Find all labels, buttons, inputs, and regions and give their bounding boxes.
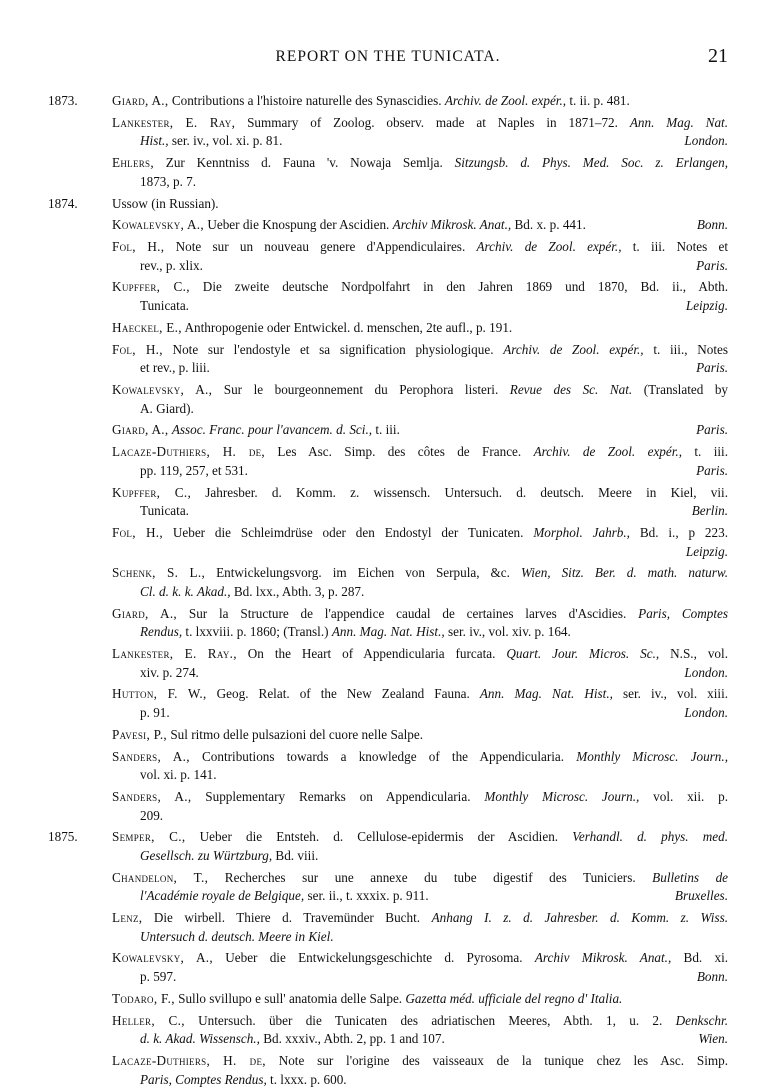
entry-body <box>112 341 728 378</box>
entry-author: Fol, H., <box>112 341 163 357</box>
entry-line <box>112 766 728 785</box>
entry-journal: Gazetta méd. ufficiale del regno d' Italia. <box>405 990 623 1006</box>
entry-line-left <box>112 216 586 235</box>
entry-body <box>112 909 728 946</box>
entry-journal: d. k. Akad. Wissensch., <box>140 1031 260 1047</box>
entry-reference: vol. xii. p. <box>653 788 729 804</box>
entry-place: London. <box>684 664 728 680</box>
entry-body <box>112 443 728 480</box>
entry-journal: Hist., <box>140 133 169 149</box>
entry-author: Kupffer, C., <box>112 279 190 295</box>
entry-reference: ser. ii., t. xxxix. p. 911. <box>307 888 429 904</box>
entry-line <box>112 726 728 745</box>
entry-author: Chandelon, T., <box>112 869 209 885</box>
entry-reference: vol. xi. p. 141. <box>140 767 217 783</box>
entry-author: Lankester, E. Ray, <box>112 114 236 130</box>
page-number: 21 <box>708 45 728 67</box>
entry-title: Ueber die Entwickelungsgeschichte d. Pyrosoma. <box>225 950 523 966</box>
entry-line-left <box>140 767 217 782</box>
entry-line-left <box>140 1072 347 1087</box>
entry-author: Haeckel, E., <box>112 319 182 335</box>
entry-line <box>112 92 728 111</box>
entry-author: Lacaze-Duthiers, H. de, <box>112 1052 266 1068</box>
entry-line <box>112 807 728 826</box>
entry-body <box>112 154 728 191</box>
entry-body <box>112 238 728 275</box>
entry-author: Giard, A., <box>112 93 169 108</box>
entry-author: Kupffer, C., <box>112 484 192 500</box>
entry-line-left <box>140 132 282 151</box>
entry-line <box>112 685 728 704</box>
entry-title: Les Asc. Simp. des côtes de France. <box>277 444 522 460</box>
entry-journal: Archiv. de Zool. expér., <box>503 341 644 357</box>
entry-line <box>112 257 728 276</box>
entry-line <box>112 664 728 683</box>
bibliography-entry <box>0 909 776 946</box>
entry-title: Ussow (in Russian). <box>112 195 219 211</box>
entry-body <box>112 381 728 418</box>
bibliography-entry <box>0 92 776 111</box>
entry-author: Giard, A., <box>112 422 169 438</box>
entry-body <box>112 869 728 906</box>
entry-body <box>112 92 728 111</box>
entry-reference: p. 597. <box>140 969 177 985</box>
entry-title: Note sur l'endostyle et sa signification physiologique. <box>172 341 494 357</box>
page-header <box>0 45 776 72</box>
entry-title: Sur la Structure de l'appendice caudal de certaines larves d'Ascidies. <box>188 605 627 621</box>
entry-title: Untersuch. über die Tunicaten des adriatischen Meeres, Abth. 1, u. 2. <box>198 1012 663 1028</box>
entry-place: Paris. <box>696 462 728 478</box>
entry-body <box>112 1052 728 1089</box>
entry-reference: t. iii. <box>694 444 729 460</box>
entry-author: Fol, H., <box>112 524 163 540</box>
bibliography-entry <box>0 1052 776 1089</box>
entry-journal: Ann. Mag. Nat. Hist., <box>479 686 613 702</box>
entry-journal: Rendus, <box>140 624 183 640</box>
entry-title: Entwickelungsvorg. im Eichen von Serpula, &c. <box>216 565 510 581</box>
entry-line <box>112 195 728 214</box>
entry-body <box>112 278 728 315</box>
bibliography-entry <box>0 869 776 906</box>
entry-line-left <box>140 462 248 481</box>
entry-place: London. <box>684 133 728 149</box>
bibliography-entry <box>0 195 776 214</box>
entry-author: Ehlers, <box>112 155 154 171</box>
entry-journal: Monthly Microsc. Journ., <box>484 788 640 804</box>
entry-line <box>112 564 728 583</box>
entry-place: London. <box>684 705 728 720</box>
entry-line-left <box>140 174 196 189</box>
entry-place: Paris. <box>696 422 728 438</box>
entry-title: Ueber die Knospung der Ascidien. <box>207 217 390 233</box>
entry-line <box>112 443 728 462</box>
entry-reference: N.S., vol. <box>670 646 728 662</box>
entry-body <box>112 564 728 601</box>
entry-author: Lenz, <box>112 910 143 926</box>
entry-title: Zur Kenntniss d. Fauna 'v. Nowaja Semlja. <box>165 155 443 171</box>
bibliography-entry <box>0 748 776 785</box>
entry-body <box>112 990 728 1009</box>
entry-title: Sul ritmo delle pulsazioni del cuore nelle Salpe. <box>170 726 424 742</box>
entry-line <box>112 1012 728 1031</box>
entry-reference: 1873, p. 7. <box>140 173 197 189</box>
entry-line <box>112 278 728 297</box>
entry-reference: t. iii., Notes <box>653 341 729 357</box>
bibliography-entry <box>0 564 776 601</box>
entry-place: Bonn. <box>696 217 728 233</box>
bibliography-list <box>0 92 776 1092</box>
entry-line-left <box>140 1030 445 1049</box>
entry-reference: 209. <box>140 807 164 823</box>
entry-journal: Ann. Mag. Nat. <box>629 114 729 130</box>
entry-reference: ser. iv., vol. xi. p. 81. <box>171 133 283 149</box>
entry-title: Note sur un nouveau genere d'Appendiculaires. <box>175 239 466 255</box>
entry-author: Todaro, F., <box>112 990 175 1006</box>
entry-line <box>112 359 728 378</box>
entry-reference: Tunicata. <box>140 503 189 519</box>
entry-line <box>112 381 728 400</box>
entry-reference: pp. 119, 257, et 531. <box>140 462 248 478</box>
entry-line <box>112 583 728 602</box>
bibliography-entry <box>0 341 776 378</box>
entry-author: Schenk, S. L., <box>112 565 206 581</box>
entry-line <box>112 543 728 562</box>
entry-line <box>112 1030 728 1049</box>
entry-author: Pavesi, P., <box>112 726 168 742</box>
entry-body <box>112 195 728 214</box>
entry-body <box>112 114 728 151</box>
bibliography-entry <box>0 216 776 235</box>
entry-line-left <box>140 968 176 987</box>
entry-title: Note sur l'origine des vaisseaux de la tunique chez les Asc. Simp. <box>278 1052 729 1068</box>
entry-author: Kowalevsky, A., <box>112 950 213 966</box>
entry-body <box>112 216 728 235</box>
entry-line-left <box>140 584 364 599</box>
entry-journal: Wien, Sitz. Ber. d. math. naturw. <box>520 565 729 581</box>
entry-line <box>112 319 728 338</box>
entry-journal: Ann. Mag. Nat. Hist., <box>331 624 445 640</box>
entry-place: Leipzig. <box>685 543 728 559</box>
entry-body <box>112 1012 728 1049</box>
entry-body <box>112 788 728 825</box>
bibliography-entry <box>0 238 776 275</box>
entry-line <box>112 748 728 767</box>
bibliography-entry <box>0 484 776 521</box>
bibliography-entry <box>0 114 776 151</box>
entry-journal: l'Académie royale de Belgique, <box>140 888 305 904</box>
entry-place: Paris. <box>696 257 728 273</box>
entry-line <box>112 909 728 928</box>
entry-line <box>112 1071 728 1090</box>
entry-line <box>112 869 728 888</box>
entry-title: Die zweite deutsche Nordpolfahrt in den Jahren 1869 und 1870, Bd. ii., Abth. <box>202 279 729 295</box>
entry-line <box>112 114 728 133</box>
entry-title: Supplementary Remarks on Appendicularia. <box>205 788 471 804</box>
entry-line <box>112 645 728 664</box>
entry-line <box>112 828 728 847</box>
entry-reference: A. Giard). <box>140 400 194 416</box>
entry-title: Die wirbell. Thiere d. Travemünder Bucht. <box>153 910 421 926</box>
entry-title: Ueber die Schleimdrüse oder den Endostyl der Tunicaten. <box>172 524 524 540</box>
entry-reference: ser. iv., vol. xiv. p. 164. <box>447 624 571 640</box>
entry-line-left <box>140 257 203 276</box>
entry-line-left <box>140 848 318 863</box>
entry-line-left <box>112 421 400 440</box>
entry-title: Sullo svillupo e sull' anatomia delle Salpe. <box>178 990 403 1006</box>
entry-title: Jahresber. d. Komm. z. wissensch. Untersuch. d. deutsch. Meere in Kiel, vii. <box>205 484 729 500</box>
entry-body <box>112 748 728 785</box>
entry-year: 1875. <box>48 829 78 845</box>
entry-line-left <box>140 808 163 823</box>
entry-line <box>112 887 728 906</box>
entry-title: On the Heart of Appendicularia furcata. <box>247 646 496 662</box>
entry-journal: Sitzungsb. d. Phys. Med. Soc. z. Erlangen, <box>454 155 729 171</box>
entry-line <box>112 847 728 866</box>
entry-author: Hutton, F. W., <box>112 686 207 702</box>
entry-line-left <box>140 887 429 906</box>
bibliography-entry <box>0 319 776 338</box>
entry-body <box>112 828 728 865</box>
entry-line <box>112 524 728 543</box>
entry-line <box>112 341 728 360</box>
entry-place: Wien. <box>698 1031 728 1047</box>
entry-line <box>112 788 728 807</box>
entry-author: Sanders, A., <box>112 748 190 764</box>
entry-author: Giard, A., <box>112 605 178 621</box>
entry-line-left <box>140 401 194 416</box>
entry-reference: t. iii. <box>375 422 400 438</box>
entry-place: Berlin. <box>691 503 728 519</box>
entry-journal: Archiv Mikrosk. Anat., <box>392 217 512 233</box>
entry-line <box>112 400 728 419</box>
entry-line <box>112 238 728 257</box>
entry-reference: ser. iv., vol. xiii. <box>622 686 729 702</box>
entry-journal: Monthly Microsc. Journ., <box>576 748 728 764</box>
entry-author: Kowalevsky, A., <box>112 217 205 233</box>
entry-place: Paris. <box>696 360 728 376</box>
entry-line-left <box>140 297 189 316</box>
entry-line-left <box>140 664 199 683</box>
entry-line <box>112 968 728 987</box>
entry-body <box>112 524 728 561</box>
entry-body <box>112 484 728 521</box>
entry-journal: Archiv. de Zool. expér., <box>476 239 622 255</box>
entry-title: Summary of Zoolog. observ. made at Naples in 1871–72. <box>247 114 618 130</box>
entry-author: Semper, C., <box>112 829 186 845</box>
entry-journal: Paris, Comptes Rendus, <box>140 1071 267 1087</box>
entry-line <box>112 623 728 642</box>
entry-journal: Revue des Sc. Nat. <box>509 382 633 397</box>
entry-body <box>112 949 728 986</box>
entry-reference: Tunicata. <box>140 298 189 314</box>
bibliography-entry <box>0 381 776 418</box>
entry-body <box>112 685 728 722</box>
bibliography-entry <box>0 726 776 745</box>
bibliography-entry <box>0 788 776 825</box>
entry-title: Contributions a l'histoire naturelle des Synascidies. <box>171 93 442 108</box>
entry-body <box>112 726 728 745</box>
entry-journal: Assoc. Franc. pour l'avancem. d. Sci., <box>171 422 373 438</box>
entry-author: Fol, H., <box>112 239 165 255</box>
entry-reference: p. 91. <box>140 705 170 720</box>
entry-line <box>112 462 728 481</box>
entry-place: Bruxelles. <box>674 888 728 904</box>
entry-reference: xiv. p. 274. <box>140 664 199 680</box>
entry-line <box>112 1052 728 1071</box>
entry-line <box>112 154 728 173</box>
entry-journal: Morphol. Jahrb., <box>533 524 630 540</box>
entry-journal: Denkschr. <box>675 1012 728 1028</box>
entry-line <box>112 216 728 235</box>
entry-journal: Archiv Mikrosk. Anat., <box>534 950 672 966</box>
bibliography-entry <box>0 1012 776 1049</box>
entry-reference: Bd. xi. <box>683 950 729 966</box>
entry-reference: Bd. i., p 223. <box>639 524 729 540</box>
entry-title: Sur le bourgeonnement du Perophora listeri. <box>223 382 499 397</box>
entry-journal: Bulletins de <box>652 869 729 885</box>
entry-line <box>112 990 728 1009</box>
entry-reference: Bd. viii. <box>275 847 319 863</box>
entry-body <box>112 605 728 642</box>
entry-line <box>112 484 728 503</box>
entry-reference: Bd. x. p. 441. <box>514 217 586 233</box>
running-title: REPORT ON THE TUNICATA. <box>275 48 501 65</box>
entry-author: Lankester, E. Ray., <box>112 646 237 662</box>
entry-line-left <box>140 359 210 378</box>
bibliography-entry <box>0 154 776 191</box>
entry-title: Ueber die Entsteh. d. Cellulose-epidermis der Ascidien. <box>199 829 559 845</box>
entry-place: Leipzig. <box>685 298 728 314</box>
entry-line-left <box>140 704 170 723</box>
bibliography-entry <box>0 949 776 986</box>
entry-reference: Bd. lxx., Abth. 3, p. 287. <box>233 583 365 599</box>
entry-journal: Quart. Jour. Micros. Sc., <box>506 646 660 662</box>
entry-author: Lacaze-Duthiers, H. de, <box>112 444 266 460</box>
entry-line <box>112 928 728 947</box>
entry-line <box>112 704 728 723</box>
entry-line <box>112 297 728 316</box>
entry-journal: Cl. d. k. k. Akad., <box>140 583 231 599</box>
entry-reference: rev., p. xlix. <box>140 257 203 273</box>
entry-reference: t. lxxx. p. 600. <box>270 1071 347 1087</box>
entry-reference: t. iii. Notes et <box>632 239 728 255</box>
entry-place: Bonn. <box>696 969 728 985</box>
entry-author: Kowalevsky, A., <box>112 382 213 397</box>
entry-journal: Archiv. de Zool. expér., <box>533 444 683 460</box>
entry-line-left <box>140 502 189 521</box>
entry-journal: Archiv. de Zool. expér., <box>444 93 567 108</box>
entry-reference: t. ii. p. 481. <box>569 93 630 108</box>
entry-line <box>112 949 728 968</box>
bibliography-entry <box>0 524 776 561</box>
bibliography-entry <box>0 278 776 315</box>
entry-year: 1874. <box>48 195 78 211</box>
entry-journal: Gesellsch. zu Würtzburg, <box>140 847 273 863</box>
bibliography-entry <box>0 828 776 865</box>
entry-author: Heller, C., <box>112 1012 185 1028</box>
bibliography-entry <box>0 421 776 440</box>
entry-journal: Untersuch d. deutsch. Meere in Kiel. <box>140 928 334 944</box>
entry-line <box>112 502 728 521</box>
entry-journal: Verhandl. d. phys. med. <box>572 829 729 845</box>
entry-title: Geog. Relat. of the New Zealand Fauna. <box>216 686 470 702</box>
entry-author: Sanders, A., <box>112 788 192 804</box>
bibliography-entry <box>0 645 776 682</box>
bibliography-entry <box>0 605 776 642</box>
entry-body <box>112 645 728 682</box>
entry-journal: Paris, Comptes <box>638 605 728 621</box>
entry-year: 1873. <box>48 93 78 108</box>
entry-reference: Bd. xxxiv., Abth. 2, pp. 1 and 107. <box>263 1031 445 1047</box>
entry-line <box>112 132 728 151</box>
bibliography-entry <box>0 443 776 480</box>
entry-line <box>112 421 728 440</box>
entry-title: Anthropogenie oder Entwickel. d. menschen, 2te aufl., p. 191. <box>184 319 513 335</box>
bibliography-entry <box>0 990 776 1009</box>
entry-reference: (Translated by <box>643 382 729 397</box>
entry-title: Recherches sur une annexe du tube digestif des Tuniciers. <box>224 869 636 885</box>
entry-line <box>112 173 728 192</box>
entry-journal: Anhang I. z. d. Jahresber. d. Komm. z. Wiss. <box>431 910 729 926</box>
entry-reference: et rev., p. liii. <box>140 360 210 376</box>
entry-body <box>112 319 728 338</box>
entry-body <box>112 421 728 440</box>
entry-reference: t. lxxviii. p. 1860; (Transl.) <box>185 624 329 640</box>
entry-title: Contributions towards a knowledge of the Appendicularia. <box>202 748 565 764</box>
entry-line-left <box>140 929 334 944</box>
entry-line-left <box>140 624 571 639</box>
entry-line <box>112 605 728 624</box>
bibliography-entry <box>0 685 776 722</box>
